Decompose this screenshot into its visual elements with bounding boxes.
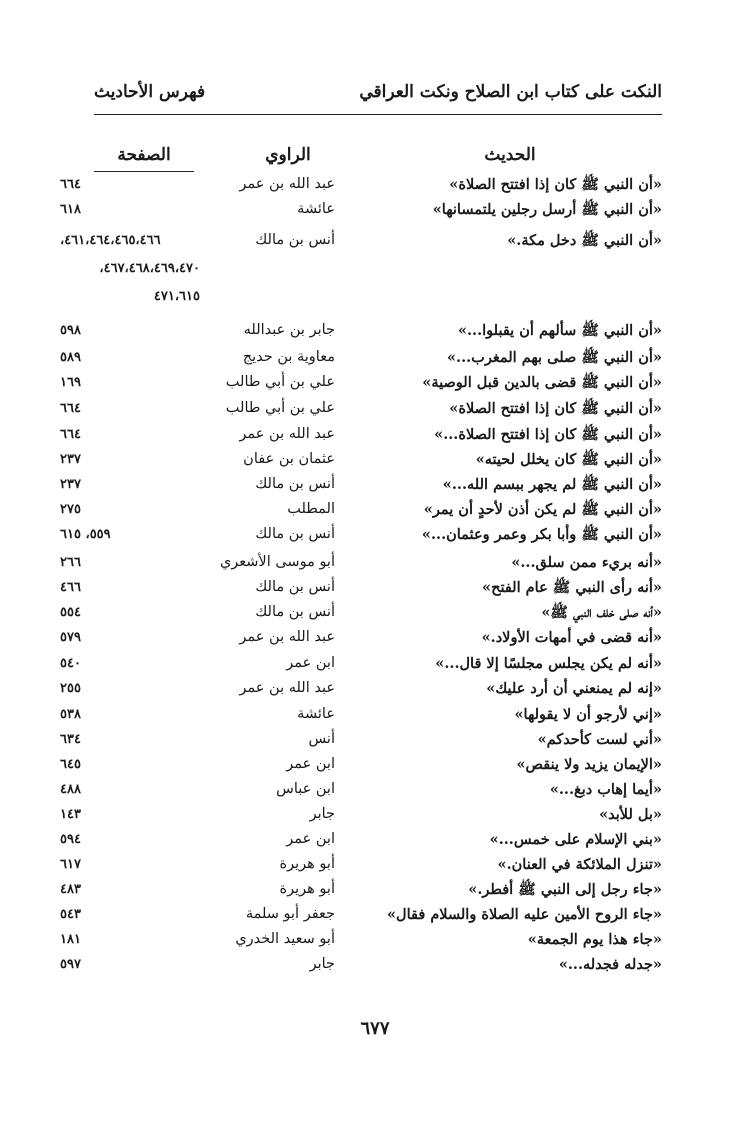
page-cell: ٥٩٧ — [60, 957, 81, 972]
narrator-cell: علي بن أبي طالب — [225, 400, 335, 416]
table-row — [0, 550, 750, 575]
narrator-cell: عائشة — [297, 201, 335, 217]
hadith-cell: «جاء الروح الأمين عليه الصلاة والسلام فقال» — [386, 906, 662, 923]
table-row — [0, 877, 750, 902]
narrator-cell: ابن عمر — [286, 655, 335, 671]
page-cell: ٥٣٨ — [60, 707, 81, 722]
narrator-cell: أنس — [308, 731, 335, 747]
hadith-cell: «أن النبي ﷺ لم يكن أذن لأحدٍ أن يمر» — [423, 501, 662, 518]
page-cell: ٥٩٤ — [60, 832, 81, 847]
hadith-cell: «جاء رجل إلى النبي ﷺ أفطر.» — [468, 881, 662, 898]
narrator-cell: ابن عمر — [286, 831, 335, 847]
hadith-cell: «أيما إهاب دبغ...» — [549, 781, 662, 798]
narrator-cell: عائشة — [297, 706, 335, 722]
hadith-cell: «بني الإسلام على خمس...» — [489, 831, 662, 848]
page-cell: ٥٥٤ — [60, 605, 81, 620]
table-row — [0, 447, 750, 472]
narrator-cell: عبد الله بن عمر — [239, 176, 335, 192]
page-cell: ٢٥٥ — [60, 681, 81, 696]
table-row — [0, 902, 750, 927]
narrator-cell: عثمان بن عفان — [243, 451, 335, 467]
table-row — [0, 345, 750, 370]
narrator-cell: جابر بن عبدالله — [243, 322, 335, 338]
column-header-hadith: الحديث — [484, 145, 536, 165]
table-row — [0, 318, 750, 343]
section-title: فهرس الأحاديث — [94, 82, 206, 102]
page-cell: ٢٣٧ — [60, 452, 81, 467]
hadith-cell: «أن النبي ﷺ دخل مكة.» — [507, 232, 662, 249]
table-row — [0, 228, 750, 253]
narrator-cell: أبو موسى الأشعري — [219, 554, 335, 570]
narrator-cell: ابن عباس — [276, 781, 335, 797]
table-row — [0, 422, 750, 447]
column-header-page: الصفحة — [94, 145, 194, 172]
page-cell: ٦٦٤ — [60, 177, 81, 192]
page-cell: ٥٨٩ — [60, 350, 81, 365]
page-cell: ٥٩٨ — [60, 323, 81, 338]
narrator-cell: أبو هريرة — [279, 881, 335, 897]
narrator-cell: أنس بن مالك — [255, 526, 335, 542]
page-cell: ١٨١ — [60, 932, 81, 947]
narrator-cell: ابن عمر — [286, 756, 335, 772]
table-row — [0, 625, 750, 650]
narrator-cell: أنس بن مالك — [255, 232, 335, 248]
table-row — [0, 651, 750, 676]
page-cell: ٦٣٤ — [60, 732, 81, 747]
page-cell: ٤٨٣ — [60, 882, 81, 897]
narrator-cell: جابر — [309, 806, 335, 822]
hadith-cell: «جاء هذا يوم الجمعة» — [527, 931, 662, 948]
hadith-cell: «أن النبي ﷺ أرسل رجلين يلتمسانها» — [432, 201, 662, 218]
narrator-cell: أبو هريرة — [279, 856, 335, 872]
hadith-cell: «أن النبي ﷺ سألهم أن يقبلوا...» — [457, 322, 662, 339]
hadith-cell: «أن النبي ﷺ وأبا بكر وعمر وعثمان...» — [421, 526, 662, 543]
hadith-cell: «أني لست كأحدكم» — [537, 731, 662, 748]
page-cell: ٤٨٨ — [60, 782, 81, 797]
hadith-cell: «أن النبي ﷺ كان يخلل لحيته» — [475, 451, 662, 468]
page-cell: ٤٧١،٦١٥ — [153, 289, 200, 304]
hadith-cell: «إنه لم يمنعني أن أرد عليك» — [486, 680, 662, 697]
hadith-cell: «أنه قضى في أمهات الأولاد.» — [481, 629, 662, 646]
table-row — [0, 927, 750, 952]
book-title: النكت على كتاب ابن الصلاح ونكت العراقي — [359, 82, 662, 102]
narrator-cell: أنس بن مالك — [255, 476, 335, 492]
narrator-cell: جعفر أبو سلمة — [245, 906, 335, 922]
page-cell: ٥٥٩، ٦١٥ — [60, 527, 111, 542]
table-row — [0, 284, 750, 309]
page-cell: ٥٧٩ — [60, 630, 81, 645]
table-row — [0, 370, 750, 395]
table-row — [0, 777, 750, 802]
table-row — [0, 197, 750, 222]
narrator-cell: أنس بن مالك — [255, 579, 335, 595]
page-cell: ٢٣٧ — [60, 477, 81, 492]
page-cell: ٦٤٥ — [60, 757, 81, 772]
table-row — [0, 472, 750, 497]
hadith-cell: «أن النبي ﷺ قضى بالدين قبل الوصية» — [422, 374, 662, 391]
hadith-cell: «أنه رأى النبي ﷺ عام الفتح» — [482, 579, 662, 596]
table-row — [0, 600, 750, 625]
hadith-cell: «بل للأبد» — [599, 806, 662, 823]
table-row — [0, 676, 750, 701]
narrator-cell: عبد الله بن عمر — [239, 426, 335, 442]
table-row — [0, 702, 750, 727]
table-row — [0, 727, 750, 752]
page-cell: ٤٦٦ — [60, 580, 81, 595]
page-cell: ٦٦٤ — [60, 427, 81, 442]
hadith-cell: «أنه بريء ممن سلق...» — [511, 554, 662, 571]
page-cell: ٥٤٣ — [60, 907, 81, 922]
hadith-cell: «أنه لم يكن يجلس مجلسًا إلا قال...» — [435, 655, 662, 672]
page-number: ٦٧٧ — [360, 1018, 390, 1039]
table-row — [0, 827, 750, 852]
table-row — [0, 752, 750, 777]
table-row — [0, 497, 750, 522]
column-header-narrator: الراوي — [265, 145, 311, 165]
hadith-cell: «أن النبي ﷺ صلى بهم المغرب...» — [446, 349, 662, 366]
page-cell: ١٦٩ — [60, 375, 81, 390]
table-row — [0, 172, 750, 197]
table-row — [0, 575, 750, 600]
page-cell: ٥٤٠ — [60, 656, 81, 671]
table-row — [0, 802, 750, 827]
narrator-cell: أبو سعيد الخدري — [235, 931, 335, 947]
hadith-cell: «أن النبي ﷺ كان إذا افتتح الصلاة» — [449, 176, 662, 193]
narrator-cell: علي بن أبي طالب — [225, 374, 335, 390]
page-cell: ١٤٣ — [60, 807, 81, 822]
hadith-cell: «إني لأرجو أن لا يقولها» — [514, 706, 662, 723]
page-cell: ٤٦١،٤٦٤،٤٦٥،٤٦٦، — [60, 233, 161, 248]
hadith-cell: «تنزل الملائكة في العنان.» — [497, 856, 662, 873]
narrator-cell: عبد الله بن عمر — [239, 680, 335, 696]
page-cell: ٤٦٧،٤٦٨،٤٦٩،٤٧٠، — [99, 261, 200, 276]
narrator-cell: المطلب — [287, 501, 335, 517]
narrator-cell: أنس بن مالك — [255, 604, 335, 620]
page-cell: ٦١٧ — [60, 857, 81, 872]
hadith-cell: «أنه صلى خلف النبي ﷺ» — [541, 604, 662, 621]
table-row — [0, 952, 750, 977]
page-cell: ٢٧٥ — [60, 502, 81, 517]
narrator-cell: عبد الله بن عمر — [239, 629, 335, 645]
page-cell: ٢٦٦ — [60, 555, 81, 570]
hadith-cell: «جدله فجدله...» — [558, 956, 662, 973]
hadith-cell: «أن النبي ﷺ كان إذا افتتح الصلاة» — [449, 400, 662, 417]
narrator-cell: جابر — [309, 956, 335, 972]
table-row — [0, 396, 750, 421]
hadith-cell: «الإيمان يزيد ولا ينقص» — [516, 756, 662, 773]
narrator-cell: معاوية بن حديج — [242, 349, 335, 365]
table-row — [0, 256, 750, 281]
page-cell: ٦٦٤ — [60, 401, 81, 416]
table-row — [0, 522, 750, 547]
hadith-cell: «أن النبي ﷺ لم يجهر ببسم الله...» — [442, 476, 662, 493]
hadith-cell: «أن النبي ﷺ كان إذا افتتح الصلاة...» — [434, 426, 662, 443]
table-row — [0, 852, 750, 877]
page-cell: ٦١٨ — [60, 202, 81, 217]
